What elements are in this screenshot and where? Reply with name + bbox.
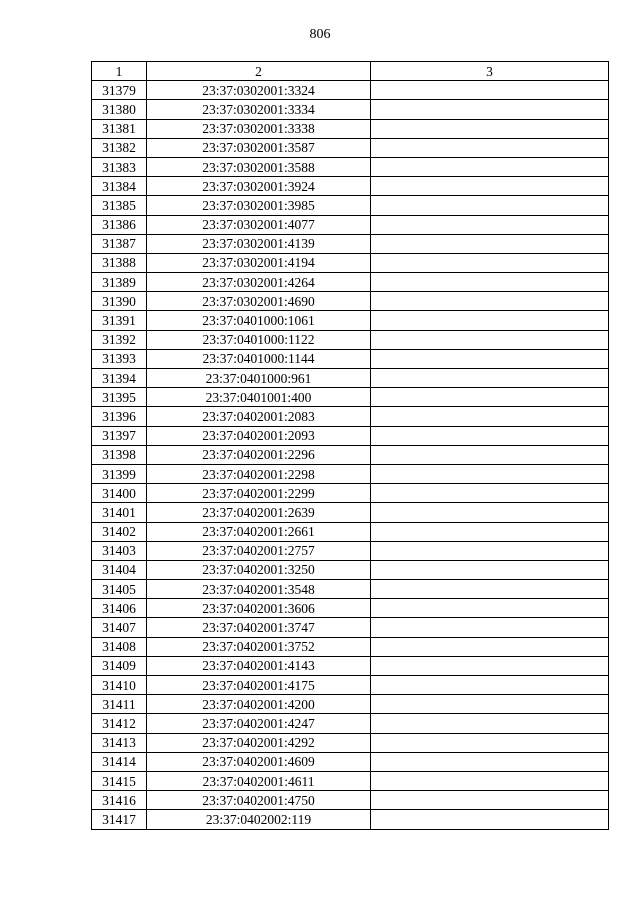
row-number-cell: 31382 (92, 138, 147, 157)
row-number-cell: 31395 (92, 388, 147, 407)
note-cell (371, 637, 609, 656)
note-cell (371, 618, 609, 637)
cadastral-number-cell: 23:37:0402001:2093 (147, 426, 371, 445)
row-number-cell: 31411 (92, 695, 147, 714)
note-cell (371, 522, 609, 541)
table-row (92, 273, 609, 292)
row-number-cell: 31404 (92, 560, 147, 579)
row-number-cell: 31393 (92, 349, 147, 368)
cadastral-number-cell: 23:37:0402001:2661 (147, 522, 371, 541)
cadastral-number-cell: 23:37:0302001:3588 (147, 157, 371, 176)
table-row (92, 810, 609, 829)
table-row (92, 695, 609, 714)
table-row (92, 234, 609, 253)
row-number-cell: 31397 (92, 426, 147, 445)
cadastral-number-cell: 23:37:0302001:3338 (147, 119, 371, 138)
note-cell (371, 177, 609, 196)
table-row (92, 81, 609, 100)
note-cell (371, 119, 609, 138)
note-cell (371, 234, 609, 253)
table-row (92, 656, 609, 675)
row-number-cell: 31394 (92, 369, 147, 388)
row-number-cell: 31402 (92, 522, 147, 541)
note-cell (371, 445, 609, 464)
row-number-cell: 31410 (92, 676, 147, 695)
table-row (92, 215, 609, 234)
row-number-cell: 31398 (92, 445, 147, 464)
table-row (92, 369, 609, 388)
note-cell (371, 771, 609, 790)
note-cell (371, 656, 609, 675)
cadastral-number-cell: 23:37:0402001:4750 (147, 791, 371, 810)
cadastral-number-cell: 23:37:0302001:4194 (147, 253, 371, 272)
note-cell (371, 560, 609, 579)
note-cell (371, 695, 609, 714)
cadastral-number-cell: 23:37:0402001:4611 (147, 771, 371, 790)
row-number-cell: 31385 (92, 196, 147, 215)
table-row (92, 196, 609, 215)
note-cell (371, 215, 609, 234)
note-cell (371, 599, 609, 618)
cadastral-number-cell: 23:37:0402001:3747 (147, 618, 371, 637)
row-number-cell: 31414 (92, 752, 147, 771)
row-number-cell: 31387 (92, 234, 147, 253)
note-cell (371, 580, 609, 599)
row-number-cell: 31406 (92, 599, 147, 618)
table-body (92, 81, 609, 829)
cadastral-number-cell: 23:37:0302001:3324 (147, 81, 371, 100)
column-header-3: 3 (371, 62, 609, 81)
note-cell (371, 791, 609, 810)
table-row (92, 484, 609, 503)
table-row (92, 637, 609, 656)
note-cell (371, 733, 609, 752)
cadastral-number-cell: 23:37:0402001:3606 (147, 599, 371, 618)
note-cell (371, 484, 609, 503)
row-number-cell: 31389 (92, 273, 147, 292)
cadastral-number-cell: 23:37:0401000:1144 (147, 349, 371, 368)
table-row (92, 503, 609, 522)
cadastral-number-cell: 23:37:0402001:4175 (147, 676, 371, 695)
note-cell (371, 388, 609, 407)
cadastral-number-cell: 23:37:0402001:4609 (147, 752, 371, 771)
table-row (92, 733, 609, 752)
table-row (92, 522, 609, 541)
row-number-cell: 31400 (92, 484, 147, 503)
table-row (92, 330, 609, 349)
table-row (92, 599, 609, 618)
table-row (92, 714, 609, 733)
table-row (92, 388, 609, 407)
table-row (92, 464, 609, 483)
table-row (92, 138, 609, 157)
column-header-2: 2 (147, 62, 371, 81)
cadastral-number-cell: 23:37:0401000:1061 (147, 311, 371, 330)
cadastral-number-cell: 23:37:0402001:3752 (147, 637, 371, 656)
cadastral-number-cell: 23:37:0402001:3250 (147, 560, 371, 579)
cadastral-number-cell: 23:37:0302001:4077 (147, 215, 371, 234)
row-number-cell: 31401 (92, 503, 147, 522)
cadastral-number-cell: 23:37:0302001:3924 (147, 177, 371, 196)
cadastral-number-cell: 23:37:0402002:119 (147, 810, 371, 829)
table-row (92, 791, 609, 810)
cadastral-number-cell: 23:37:0302001:3587 (147, 138, 371, 157)
row-number-cell: 31399 (92, 464, 147, 483)
cadastral-number-cell: 23:37:0302001:4139 (147, 234, 371, 253)
row-number-cell: 31383 (92, 157, 147, 176)
row-number-cell: 31405 (92, 580, 147, 599)
note-cell (371, 157, 609, 176)
cadastral-number-cell: 23:37:0402001:2083 (147, 407, 371, 426)
row-number-cell: 31388 (92, 253, 147, 272)
cadastral-number-cell: 23:37:0402001:2757 (147, 541, 371, 560)
note-cell (371, 464, 609, 483)
note-cell (371, 810, 609, 829)
note-cell (371, 273, 609, 292)
cadastral-number-cell: 23:37:0402001:4200 (147, 695, 371, 714)
table-row (92, 253, 609, 272)
table-row (92, 100, 609, 119)
cadastral-number-cell: 23:37:0401001:400 (147, 388, 371, 407)
registry-table (91, 61, 609, 830)
row-number-cell: 31386 (92, 215, 147, 234)
column-header-1: 1 (92, 62, 147, 81)
note-cell (371, 676, 609, 695)
table-row (92, 177, 609, 196)
row-number-cell: 31380 (92, 100, 147, 119)
note-cell (371, 196, 609, 215)
note-cell (371, 541, 609, 560)
row-number-cell: 31403 (92, 541, 147, 560)
note-cell (371, 311, 609, 330)
note-cell (371, 407, 609, 426)
table-row (92, 771, 609, 790)
table-row (92, 580, 609, 599)
cadastral-number-cell: 23:37:0402001:4143 (147, 656, 371, 675)
row-number-cell: 31390 (92, 292, 147, 311)
note-cell (371, 503, 609, 522)
note-cell (371, 349, 609, 368)
row-number-cell: 31384 (92, 177, 147, 196)
table-row (92, 541, 609, 560)
cadastral-number-cell: 23:37:0401000:1122 (147, 330, 371, 349)
row-number-cell: 31396 (92, 407, 147, 426)
table-row (92, 292, 609, 311)
row-number-cell: 31413 (92, 733, 147, 752)
cadastral-number-cell: 23:37:0302001:4690 (147, 292, 371, 311)
row-number-cell: 31392 (92, 330, 147, 349)
cadastral-number-cell: 23:37:0302001:4264 (147, 273, 371, 292)
table-row (92, 157, 609, 176)
row-number-cell: 31415 (92, 771, 147, 790)
cadastral-number-cell: 23:37:0302001:3985 (147, 196, 371, 215)
table-row (92, 119, 609, 138)
row-number-cell: 31412 (92, 714, 147, 733)
header-row (92, 62, 609, 81)
note-cell (371, 752, 609, 771)
cadastral-number-cell: 23:37:0402001:4292 (147, 733, 371, 752)
row-number-cell: 31417 (92, 810, 147, 829)
row-number-cell: 31381 (92, 119, 147, 138)
table-row (92, 752, 609, 771)
note-cell (371, 369, 609, 388)
table-row (92, 445, 609, 464)
cadastral-number-cell: 23:37:0402001:2296 (147, 445, 371, 464)
table-row (92, 349, 609, 368)
page-number: 806 (309, 27, 331, 42)
row-number-cell: 31407 (92, 618, 147, 637)
note-cell (371, 426, 609, 445)
cadastral-number-cell: 23:37:0401000:961 (147, 369, 371, 388)
cadastral-number-cell: 23:37:0402001:3548 (147, 580, 371, 599)
row-number-cell: 31416 (92, 791, 147, 810)
table-header (92, 62, 609, 81)
note-cell (371, 100, 609, 119)
row-number-cell: 31409 (92, 656, 147, 675)
table-row (92, 311, 609, 330)
cadastral-number-cell: 23:37:0402001:2298 (147, 464, 371, 483)
row-number-cell: 31408 (92, 637, 147, 656)
row-number-cell: 31391 (92, 311, 147, 330)
cadastral-number-cell: 23:37:0402001:2299 (147, 484, 371, 503)
table-row (92, 618, 609, 637)
cadastral-number-cell: 23:37:0402001:2639 (147, 503, 371, 522)
note-cell (371, 138, 609, 157)
table-row (92, 560, 609, 579)
note-cell (371, 81, 609, 100)
table-row (92, 426, 609, 445)
cadastral-number-cell: 23:37:0402001:4247 (147, 714, 371, 733)
note-cell (371, 253, 609, 272)
note-cell (371, 714, 609, 733)
row-number-cell: 31379 (92, 81, 147, 100)
cadastral-number-cell: 23:37:0302001:3334 (147, 100, 371, 119)
note-cell (371, 330, 609, 349)
note-cell (371, 292, 609, 311)
table-row (92, 676, 609, 695)
table-row (92, 407, 609, 426)
